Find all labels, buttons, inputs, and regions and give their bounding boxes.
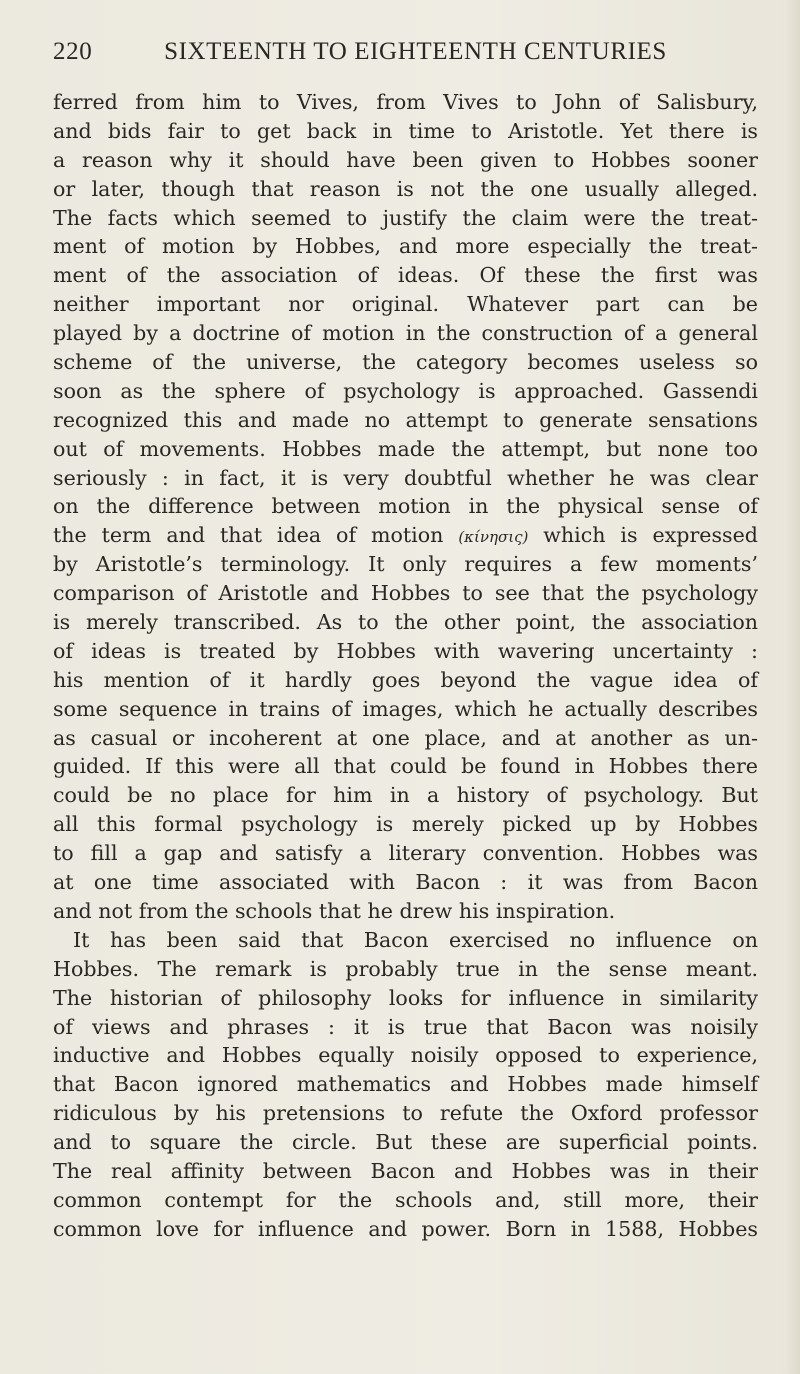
greek-term: (κίνησις) [458, 528, 529, 547]
text-line-with-greek [53, 521, 758, 550]
text-line: and to square the circle. But these are superficial points. [53, 1130, 758, 1155]
text-line: his mention of it hardly goes beyond the vague idea of [53, 667, 758, 692]
page-number: 220 [53, 38, 93, 65]
text-line: is merely transcribed. As to the other point, the association [53, 610, 758, 635]
text-segment: the term and that idea of motion [53, 523, 444, 548]
text-line: that Bacon ignored mathematics and Hobbes made himself [53, 1072, 758, 1097]
text-line: could be no place for him in a history of psychology. But [53, 783, 758, 808]
text-line: by Aristotle’s terminology. It only requires a few moments’ [53, 552, 758, 577]
text-line: some sequence in trains of images, which he actually describes [53, 696, 758, 721]
text-line: comparison of Aristotle and Hobbes to see that the psychology [53, 581, 758, 606]
text-line: and not from the schools that he drew his inspiration. [53, 898, 616, 923]
text-line: soon as the sphere of psychology is approached. Gassendi [53, 378, 758, 403]
text-line: guided. If this were all that could be found in Hobbes there [53, 754, 758, 779]
text-line: all this formal psychology is merely picked up by Hobbes [53, 812, 758, 837]
text-line: The facts which seemed to justify the claim were the treat- [53, 205, 758, 230]
text-line: seriously : in fact, it is very doubtful whether he was clear [53, 465, 758, 490]
text-line: recognized this and made no attempt to generate sensations [53, 407, 758, 432]
paragraph-start-line: It has been said that Bacon exercised no influence on [73, 927, 758, 952]
text-line: neither important nor original. Whatever part can be [53, 292, 758, 317]
text-line: The historian of philosophy looks for influence in similarity [53, 985, 758, 1010]
text-line: out of movements. Hobbes made the attempt, but none too [53, 436, 758, 461]
text-line: a reason why it should have been given to Hobbes sooner [53, 147, 758, 172]
text-line: as casual or incoherent at one place, and at another as un- [53, 725, 758, 750]
body-text [53, 88, 758, 1244]
page-edge-shadow [786, 0, 800, 1374]
text-line: or later, though that reason is not the one usually alleged. [53, 176, 758, 201]
text-line: Hobbes. The remark is probably true in the sense meant. [53, 956, 758, 981]
text-line: common contempt for the schools and, still more, their [53, 1187, 758, 1212]
text-line: of ideas is treated by Hobbes with wavering uncertainty : [53, 638, 758, 663]
running-head [53, 38, 758, 78]
text-line: and bids fair to get back in time to Aristotle. Yet there is [53, 118, 758, 143]
text-line: to fill a gap and satisfy a literary convention. Hobbes was [53, 841, 758, 866]
text-line: played by a doctrine of motion in the construction of a general [53, 321, 758, 346]
running-head-title: SIXTEENTH TO EIGHTEENTH CENTURIES [164, 38, 667, 65]
text-segment: which is expressed [543, 523, 758, 548]
text-line: The real affinity between Bacon and Hobbes was in their [53, 1158, 758, 1183]
text-line: common love for influence and power. Born in 1588, Hobbes [53, 1216, 758, 1241]
text-line: of views and phrases : it is true that Bacon was noisily [53, 1014, 758, 1039]
text-line: ment of motion by Hobbes, and more especially the treat- [53, 234, 758, 259]
text-line: scheme of the universe, the category becomes useless so [53, 350, 758, 375]
text-line: ment of the association of ideas. Of these the first was [53, 263, 758, 288]
text-line: ferred from him to Vives, from Vives to John of Salisbury, [53, 90, 758, 114]
text-line: inductive and Hobbes equally noisily opposed to experience, [53, 1043, 758, 1068]
text-line: on the difference between motion in the physical sense of [53, 494, 758, 519]
text-line: at one time associated with Bacon : it was from Bacon [53, 870, 758, 895]
text-line: ridiculous by his pretensions to refute the Oxford professor [53, 1101, 758, 1126]
